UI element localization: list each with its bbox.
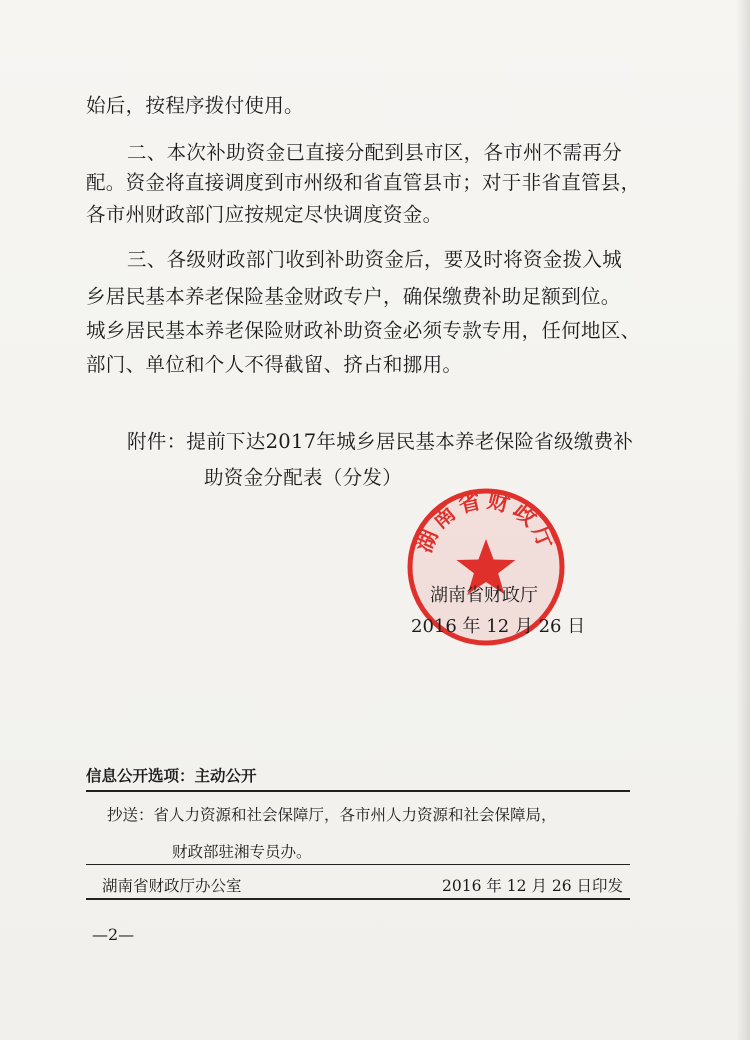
disclosure-option: 信息公开选项：主动公开 — [86, 767, 257, 785]
body-line-2: 二、本次补助资金已直接分配到县市区，各市州不需再分 — [127, 141, 623, 164]
footer-rule-bottom — [86, 898, 630, 900]
body-line-7: 城乡居民基本养老保险财政补助资金必须专款专用，任何地区、 — [86, 319, 641, 342]
body-line-5: 三、各级财政部门收到补助资金后，要及时将资金拨入城 — [127, 248, 623, 271]
body-line-1: 始后，按程序拨付使用。 — [86, 94, 304, 117]
attachment-line-1: 附件：提前下达2017年城乡居民基本养老保险省级缴费补 — [127, 430, 634, 453]
body-line-8: 部门、单位和个人不得截留、挤占和挪用。 — [86, 353, 463, 376]
cc-line-2: 财政部驻湘专员办。 — [172, 843, 312, 861]
body-line-4: 各市州财政部门应按规定尽快调度资金。 — [86, 203, 443, 226]
cc-line-1: 抄送：省人力资源和社会保障厅，各市州人力资源和社会保障局， — [107, 806, 557, 824]
body-line-3: 配。资金将直接调度到市州级和省直管县市；对于非省直管县， — [86, 171, 641, 194]
print-date: 2016 年 12 月 26 日印发 — [442, 877, 624, 895]
seal-text: 湖南省财政厅 — [411, 488, 561, 557]
signature-date: 2016 年 12 月 26 日 — [411, 616, 586, 637]
page-number: —2— — [92, 925, 135, 944]
footer-rule-top — [86, 790, 630, 792]
scan-edge-shadow — [736, 0, 750, 1040]
signature-org: 湖南省财政厅 — [430, 585, 538, 606]
footer-rule-mid — [86, 864, 630, 865]
issuing-office: 湖南省财政厅办公室 — [102, 877, 242, 895]
body-line-6: 乡居民基本养老保险基金财政专户，确保缴费补助足额到位。 — [86, 285, 621, 308]
attachment-line-2: 助资金分配表（分发） — [204, 466, 403, 489]
